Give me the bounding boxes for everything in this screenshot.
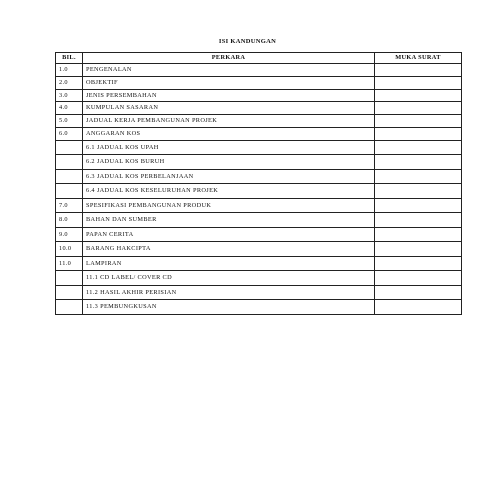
cell-muka-surat: [375, 242, 462, 257]
cell-bil: 4.0: [56, 102, 83, 115]
cell-perkara: PAPAN CERITA: [83, 227, 375, 242]
table-row: [56, 127, 462, 140]
table-row: [56, 285, 462, 300]
table-row: [56, 115, 462, 128]
cell-perkara: JENIS PERSEMBAHAN: [83, 89, 375, 102]
table-of-contents: [55, 52, 462, 315]
table-row: [56, 227, 462, 242]
table-row: [56, 184, 462, 199]
cell-bil: 10.0: [56, 242, 83, 257]
cell-muka-surat: [375, 89, 462, 102]
table-header-row: [56, 53, 462, 64]
table-row: [56, 64, 462, 77]
header-perkara: PERKARA: [83, 53, 375, 64]
cell-muka-surat: [375, 76, 462, 89]
cell-muka-surat: [375, 300, 462, 315]
cell-perkara: JADUAL KERJA PEMBANGUNAN PROJEK: [83, 115, 375, 128]
table-row: [56, 76, 462, 89]
table-row: [56, 155, 462, 170]
cell-muka-surat: [375, 64, 462, 77]
cell-perkara: LAMPIRAN: [83, 256, 375, 271]
cell-muka-surat: [375, 256, 462, 271]
cell-perkara: KUMPULAN SASARAN: [83, 102, 375, 115]
cell-bil: [56, 140, 83, 155]
cell-bil: 3.0: [56, 89, 83, 102]
cell-perkara: 11.2 HASIL AKHIR PERISIAN: [83, 285, 375, 300]
cell-bil: 11.0: [56, 256, 83, 271]
cell-muka-surat: [375, 102, 462, 115]
cell-muka-surat: [375, 115, 462, 128]
cell-bil: [56, 300, 83, 315]
cell-bil: [56, 184, 83, 199]
cell-muka-surat: [375, 285, 462, 300]
cell-muka-surat: [375, 213, 462, 228]
cell-perkara: 6.1 JADUAL KOS UPAH: [83, 140, 375, 155]
cell-perkara: ANGGARAN KOS: [83, 127, 375, 140]
header-bil: BIL.: [56, 53, 83, 64]
cell-perkara: 6.2 JADUAL KOS BURUH: [83, 155, 375, 170]
cell-bil: 8.0: [56, 213, 83, 228]
cell-perkara: 11.1 CD LABEL/ COVER CD: [83, 271, 375, 286]
cell-bil: 7.0: [56, 198, 83, 213]
cell-perkara: SPESIFIKASI PEMBANGUNAN PRODUK: [83, 198, 375, 213]
cell-perkara: 11.3 PEMBUNGKUSAN: [83, 300, 375, 315]
cell-muka-surat: [375, 169, 462, 184]
cell-muka-surat: [375, 198, 462, 213]
table-row: [56, 300, 462, 315]
header-muka-surat: MUKA SURAT: [375, 53, 462, 64]
cell-muka-surat: [375, 127, 462, 140]
table-row: [56, 140, 462, 155]
cell-muka-surat: [375, 184, 462, 199]
cell-perkara: BARANG HAKCIPTA: [83, 242, 375, 257]
cell-perkara: 6.4 JADUAL KOS KESELURUHAN PROJEK: [83, 184, 375, 199]
table-row: [56, 242, 462, 257]
cell-muka-surat: [375, 227, 462, 242]
cell-muka-surat: [375, 140, 462, 155]
cell-perkara: OBJEKTIF: [83, 76, 375, 89]
cell-bil: 6.0: [56, 127, 83, 140]
cell-muka-surat: [375, 271, 462, 286]
table-row: [56, 89, 462, 102]
cell-bil: [56, 155, 83, 170]
page-title: ISI KANDUNGAN: [218, 38, 277, 45]
table-row: [56, 271, 462, 286]
cell-perkara: BAHAN DAN SUMBER: [83, 213, 375, 228]
table-row: [56, 102, 462, 115]
table-row: [56, 169, 462, 184]
table-row: [56, 213, 462, 228]
table-row: [56, 256, 462, 271]
cell-bil: 5.0: [56, 115, 83, 128]
cell-bil: 2.0: [56, 76, 83, 89]
table-row: [56, 198, 462, 213]
cell-bil: [56, 169, 83, 184]
cell-bil: 1.0: [56, 64, 83, 77]
cell-perkara: 6.3 JADUAL KOS PERBELANJAAN: [83, 169, 375, 184]
cell-bil: 9.0: [56, 227, 83, 242]
cell-muka-surat: [375, 155, 462, 170]
cell-perkara: PENGENALAN: [83, 64, 375, 77]
cell-bil: [56, 285, 83, 300]
cell-bil: [56, 271, 83, 286]
